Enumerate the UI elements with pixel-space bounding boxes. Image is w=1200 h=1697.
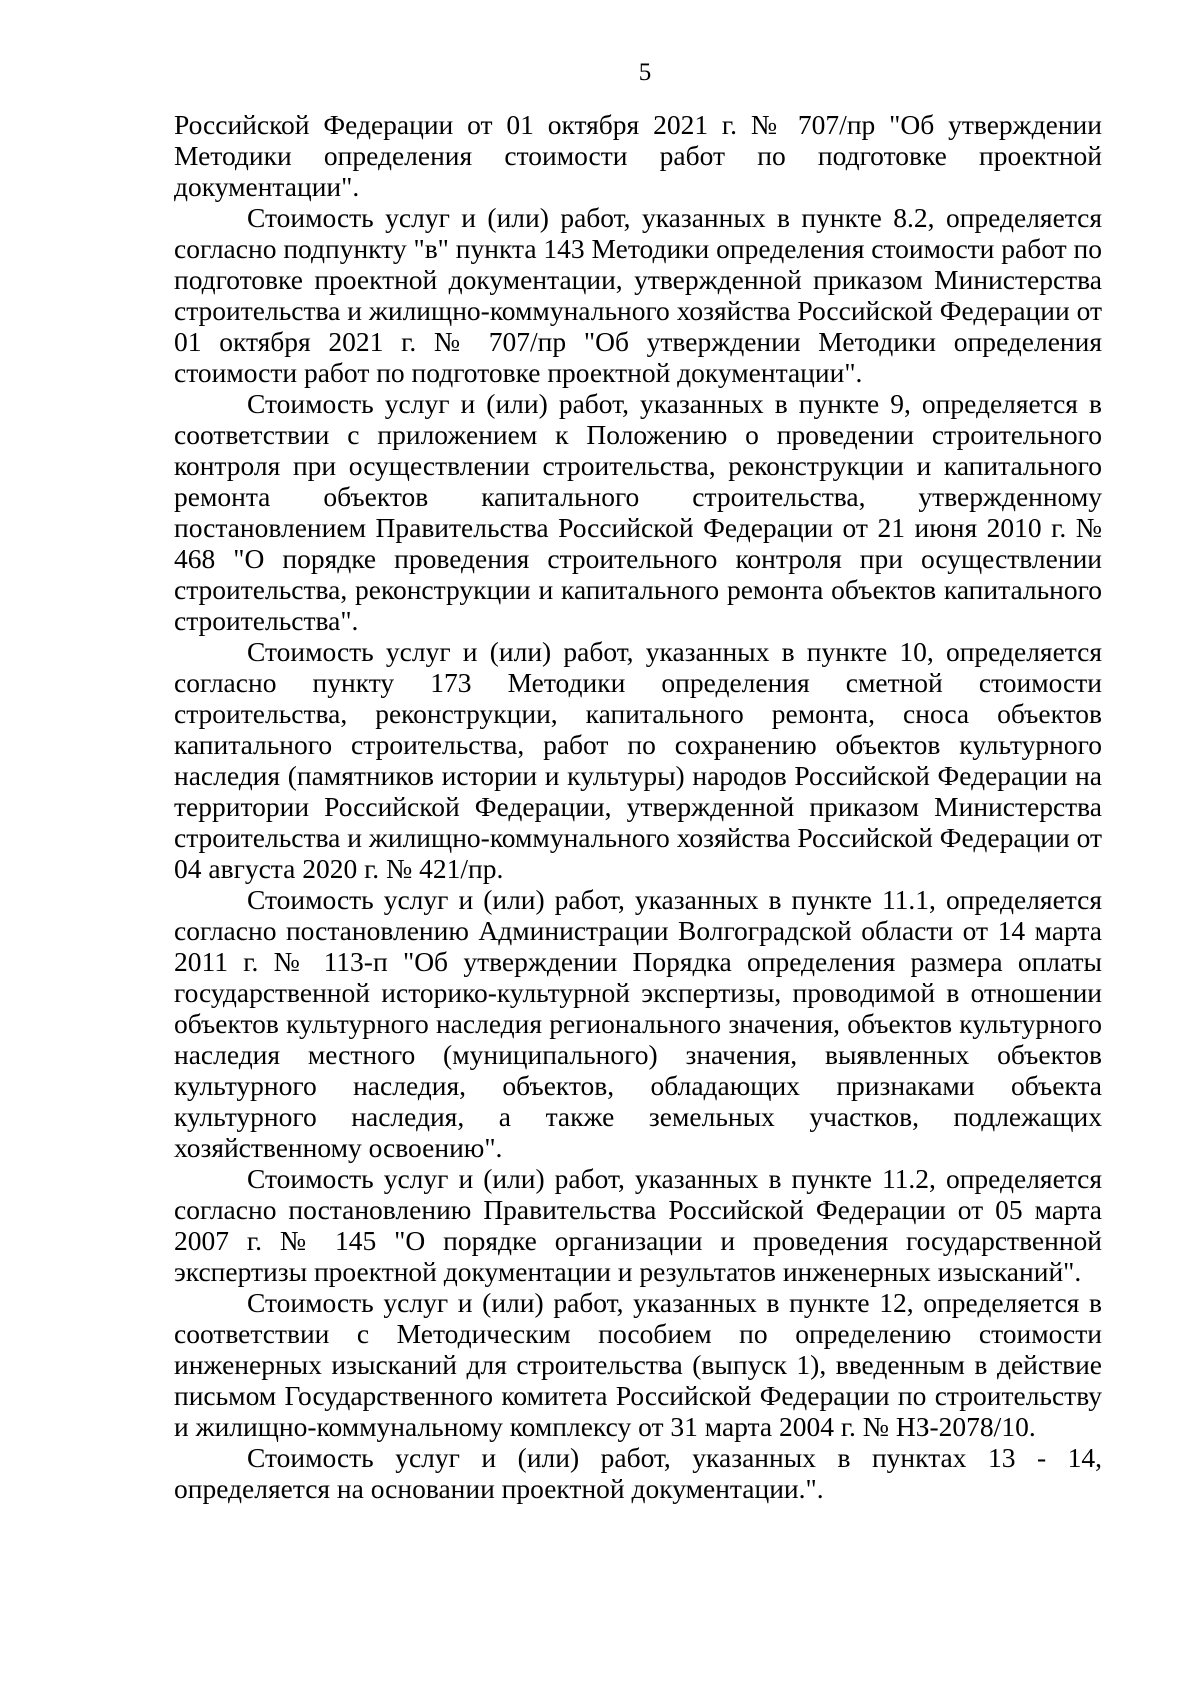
paragraph-item-8-2: Стоимость услуг и (или) работ, указанных в пункте 8.2, определяется согласно подпункту "в" пункта 143 Методики определения стоимости работ по подготовке проектной документации, утвержденной приказом Министерства строительства и жилищно-коммунального хозяйства Российской Федерации от 01 октября 2021 г. № 707/пр "Об утверждении Методики определения стоимости работ по подготовке проектной документации". [174,202,1102,388]
paragraph-item-9: Стоимость услуг и (или) работ, указанных в пункте 9, определяется в соответствии с приложением к Положению о проведении строительного контроля при осуществлении строительства, реконструкции и капитального ремонта объектов капитального строительства, утвержденному постановлением Правительства Российской Федерации от 21 июня 2010 г. № 468 "О порядке проведения строительного контроля при осуществлении строительства, реконструкции и капитального ремонта объектов капитального строительства". [174,388,1102,636]
paragraph-continuation: Российской Федерации от 01 октября 2021 г. № 707/пр "Об утверждении Методики определения стоимости работ по подготовке проектной документации". [174,109,1102,202]
paragraph-item-10: Стоимость услуг и (или) работ, указанных в пункте 10, определяется согласно пункту 173 Методики определения сметной стоимости строительства, реконструкции, капитального ремонта, сноса объектов капитального строительства, работ по сохранению объектов культурного наследия (памятников истории и культуры) народов Российской Федерации на территории Российской Федерации, утвержденной приказом Министерства строительства и жилищно-коммунального хозяйства Российской Федерации от 04 августа 2020 г. № 421/пр. [174,636,1102,884]
paragraph-items-13-14: Стоимость услуг и (или) работ, указанных в пунктах 13 - 14, определяется на основании проектной документации.". [174,1442,1102,1504]
paragraph-item-11-2: Стоимость услуг и (или) работ, указанных в пункте 11.2, определяется согласно постановлению Правительства Российской Федерации от 05 марта 2007 г. № 145 "О порядке организации и проведения государственной экспертизы проектной документации и результатов инженерных изысканий". [174,1163,1102,1287]
page-number: 5 [638,59,652,86]
document-body [174,109,1102,1504]
paragraph-item-12: Стоимость услуг и (или) работ, указанных в пункте 12, определяется в соответствии с Методическим пособием по определению стоимости инженерных изысканий для строительства (выпуск 1), введенным в действие письмом Государственного комитета Российской Федерации по строительству и жилищно-коммунальному комплексу от 31 марта 2004 г. № НЗ-2078/10. [174,1287,1102,1442]
paragraph-item-11-1: Стоимость услуг и (или) работ, указанных в пункте 11.1, определяется согласно постановлению Администрации Волгоградской области от 14 марта 2011 г. № 113-п "Об утверждении Порядка определения размера оплаты государственной историко-культурной экспертизы, проводимой в отношении объектов культурного наследия регионального значения, объектов культурного наследия местного (муниципального) значения, выявленных объектов культурного наследия, объектов, обладающих признаками объекта культурного наследия, а также земельных участков, подлежащих хозяйственному освоению". [174,884,1102,1163]
